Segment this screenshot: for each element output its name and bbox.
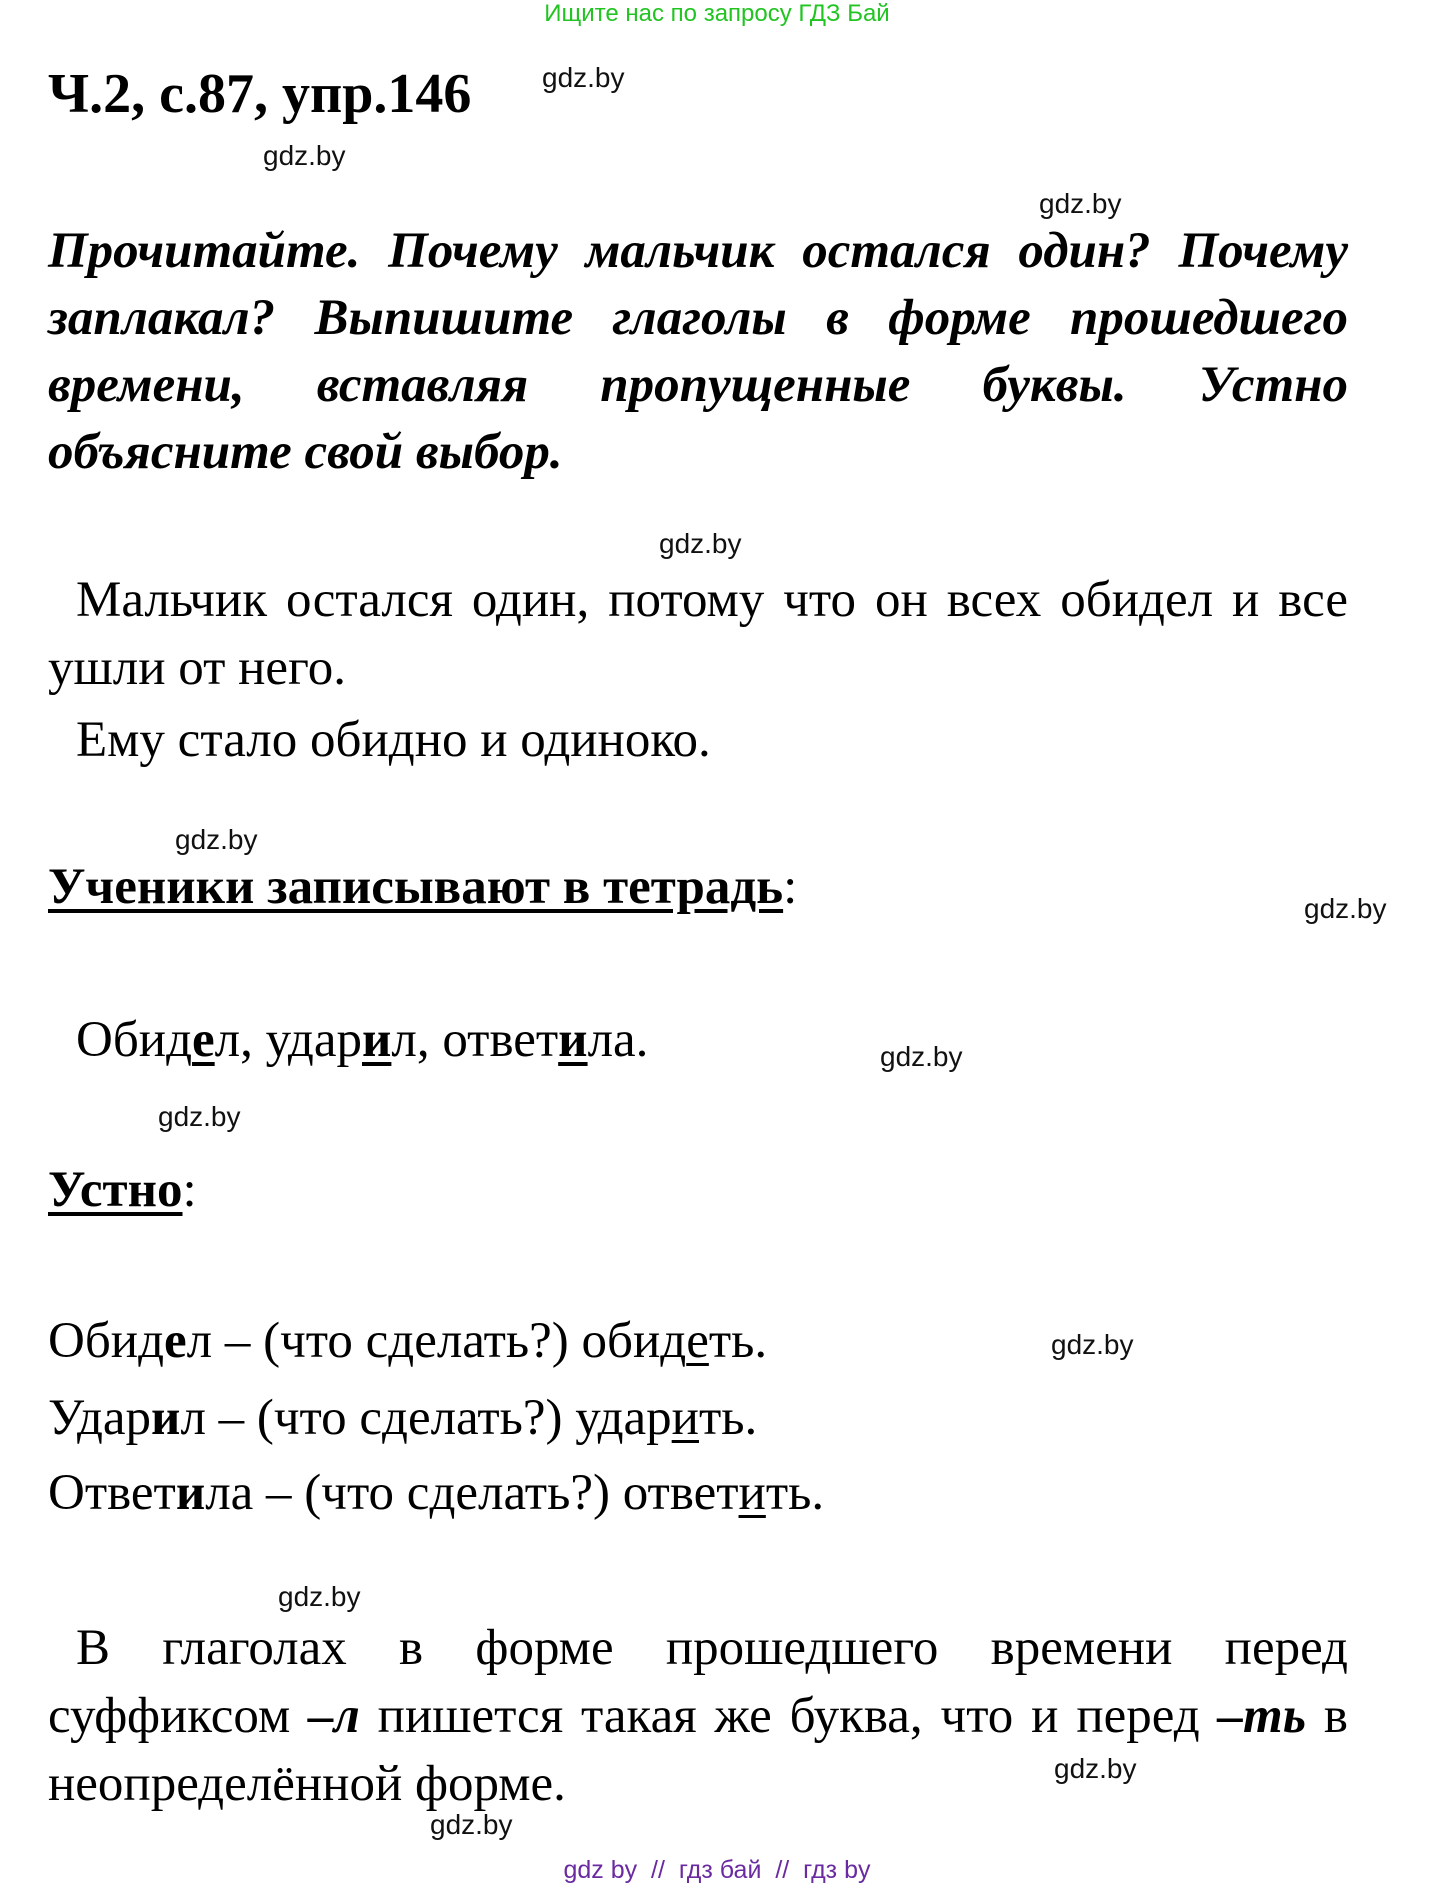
watermark: gdz.by: [880, 1041, 963, 1072]
text: л, ответ: [391, 1012, 559, 1068]
suffix: –ть: [1217, 1688, 1307, 1744]
notebook-heading: [48, 858, 797, 916]
watermark: gdz.by: [542, 62, 625, 93]
verbs-line: [76, 1011, 648, 1069]
colon: :: [783, 859, 798, 915]
watermark: gdz.by: [263, 140, 346, 171]
text: В глаголах в форме прошедшего времени перед суффиксом: [48, 1620, 1348, 1744]
inserted-letter: и: [362, 1012, 392, 1068]
text: ть.: [708, 1313, 768, 1369]
watermark: gdz.by: [430, 1809, 513, 1840]
watermark: gdz.by: [1304, 893, 1387, 924]
text: ть.: [698, 1390, 758, 1446]
underlined-letter: и: [738, 1465, 766, 1521]
oral-line: [48, 1312, 767, 1370]
underlined-letter: е: [686, 1313, 709, 1369]
text: ла.: [587, 1012, 649, 1068]
oral-heading: [48, 1161, 197, 1219]
inserted-letter: и: [558, 1012, 588, 1068]
text: Обид: [48, 1313, 165, 1369]
oral-line: [48, 1389, 757, 1447]
watermark: gdz.by: [659, 528, 742, 559]
answer-line: Ему стало обидно и одиноко.: [76, 712, 711, 768]
watermark: gdz.by: [1054, 1753, 1137, 1784]
bold-letter: и: [151, 1390, 181, 1446]
text: в неопределённой форме.: [48, 1688, 1348, 1812]
text: л, удар: [214, 1012, 362, 1068]
text: Ответ: [48, 1465, 176, 1521]
search-banner: Ищите нас по запросу ГДЗ Бай: [544, 0, 890, 27]
watermark: gdz.by: [158, 1101, 241, 1132]
text: ть.: [765, 1465, 825, 1521]
text: пишется такая же буква, что и перед: [359, 1688, 1218, 1744]
watermark: gdz.by: [175, 824, 258, 855]
task-text: Прочитайте. Почему мальчик остался один? Почему заплакал? Выпишите глаголы в форме прошедшего времени, вставляя пропущенные буквы. Устно объясните свой выбор.: [48, 223, 1348, 480]
inserted-letter: е: [192, 1012, 215, 1068]
answer-paragraph: Мальчик остался один, потому что он всех обидел и все ушли от него.: [48, 572, 1348, 696]
oral-heading-text: Устно: [48, 1162, 183, 1218]
text: ла – (что сделать?) ответ: [205, 1465, 739, 1521]
watermark: gdz.by: [1039, 188, 1122, 219]
page-title: Ч.2, с.87, упр.146: [48, 63, 472, 125]
text: Обид: [76, 1012, 193, 1068]
oral-line: [48, 1464, 824, 1522]
text: Удар: [48, 1390, 152, 1446]
colon: :: [182, 1162, 197, 1218]
rule-paragraph: [48, 1614, 1348, 1818]
footer-links[interactable]: gdz by // гдз бай // гдз by: [563, 1856, 871, 1884]
underlined-letter: и: [671, 1390, 699, 1446]
bold-letter: е: [164, 1313, 187, 1369]
suffix: –л: [308, 1688, 360, 1744]
notebook-heading-text: Ученики записывают в тетрадь: [48, 859, 784, 915]
watermark: gdz.by: [1051, 1329, 1134, 1360]
watermark: gdz.by: [278, 1581, 361, 1612]
text: л – (что сделать?) удар: [180, 1390, 672, 1446]
bold-letter: и: [175, 1465, 206, 1521]
text: л – (что сделать?) обид: [186, 1313, 687, 1369]
